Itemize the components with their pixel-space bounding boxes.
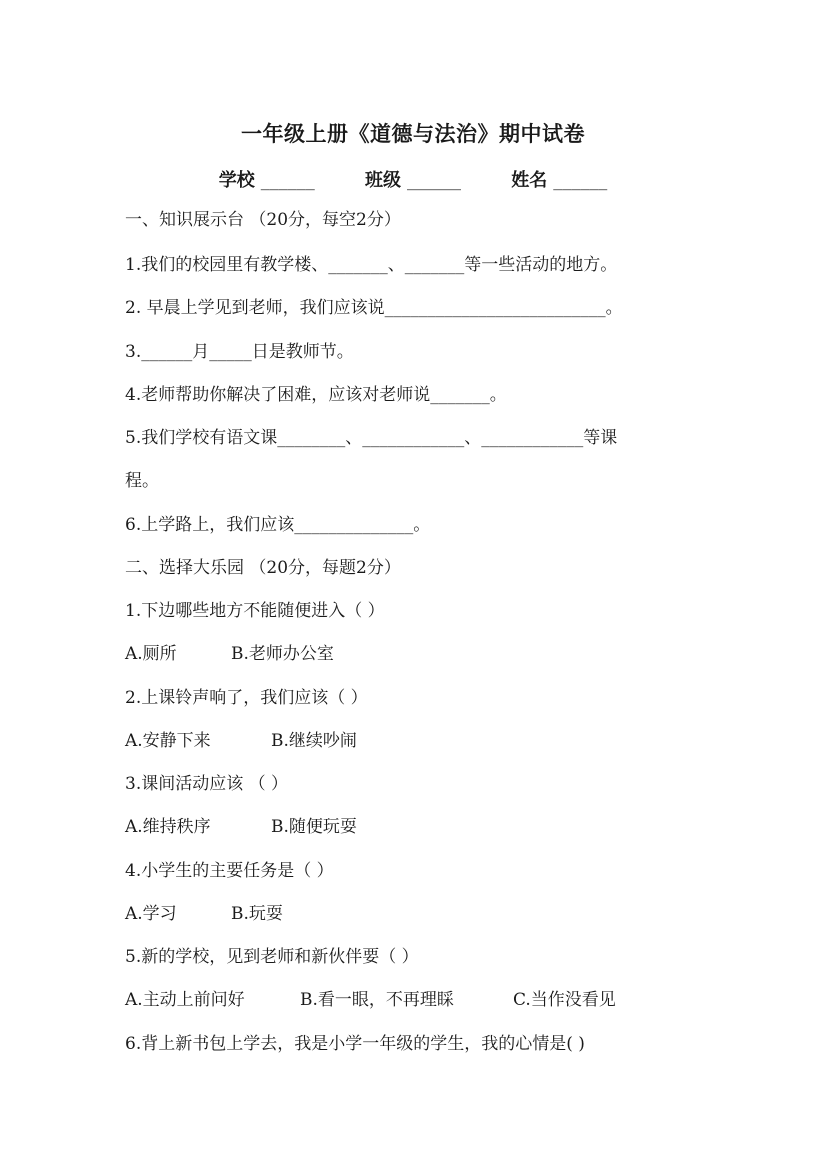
option-b: B.继续吵闹 [271, 731, 357, 751]
option-c: C.当作没看见 [513, 990, 616, 1010]
section2-heading: 二、选择大乐园 （20分，每题2分） [125, 558, 401, 578]
class-blank: ______ [407, 170, 461, 191]
section1-question-1: 1.我们的校园里有教学楼、_______、_______等一些活动的地方。 [125, 255, 618, 275]
section1-question-5: 5.我们学校有语文课________、____________、____________等课 [125, 428, 618, 448]
section2-question-1-options [125, 643, 334, 665]
section2-question-6: 6.背上新书包上学去，我是小学一年级的学生，我的心情是( ) [125, 1034, 585, 1054]
section2-question-1: 1.下边哪些地方不能随便进入（ ） [125, 601, 385, 621]
option-a: A.维持秩序 [125, 817, 211, 837]
option-b: B.随便玩耍 [271, 817, 357, 837]
section1-heading: 一、知识展示台 （20分，每空2分） [125, 210, 401, 230]
exam-title: 一年级上册《道德与法治》期中试卷 [241, 121, 585, 146]
name-label: 姓名 [511, 170, 548, 191]
section2-question-2: 2.上课铃声响了，我们应该（ ） [125, 688, 368, 708]
section2-question-3-options [125, 816, 357, 838]
section1-question-2: 2. 早晨上学见到老师，我们应该说__________________________。 [125, 298, 623, 318]
section2-question-4-options [125, 903, 283, 925]
option-a: A.安静下来 [125, 731, 211, 751]
section1-question-3: 3.______月_____日是教师节。 [125, 342, 354, 362]
section1-question-6: 6.上学路上，我们应该______________。 [125, 515, 431, 535]
class-label: 班级 [365, 170, 401, 191]
section1-question-4: 4.老师帮助你解决了困难，应该对老师说_______。 [125, 385, 507, 405]
name-blank: ______ [553, 170, 608, 191]
option-b: B.老师办公室 [231, 644, 334, 664]
section2-question-2-options [125, 730, 357, 752]
option-b: B.看一眼，不再理睬 [300, 990, 454, 1010]
section2-question-5-options [125, 989, 616, 1011]
school-field [219, 166, 315, 192]
section2-question-3: 3.课间活动应该 （ ） [125, 774, 289, 794]
section1-question-5-cont: 程。 [125, 471, 159, 491]
school-blank: ______ [260, 170, 315, 191]
section2-question-5: 5.新的学校，见到老师和新伙伴要（ ） [125, 947, 419, 967]
school-label: 学校 [218, 170, 255, 191]
student-info-row [0, 166, 826, 192]
option-b: B.玩耍 [231, 904, 283, 924]
section2-question-4: 4.小学生的主要任务是（ ） [125, 861, 334, 881]
option-a: A.学习 [125, 904, 177, 924]
option-a: A.主动上前问好 [125, 990, 245, 1010]
option-a: A.厕所 [125, 644, 177, 664]
name-field [511, 166, 607, 192]
class-field [365, 166, 461, 192]
